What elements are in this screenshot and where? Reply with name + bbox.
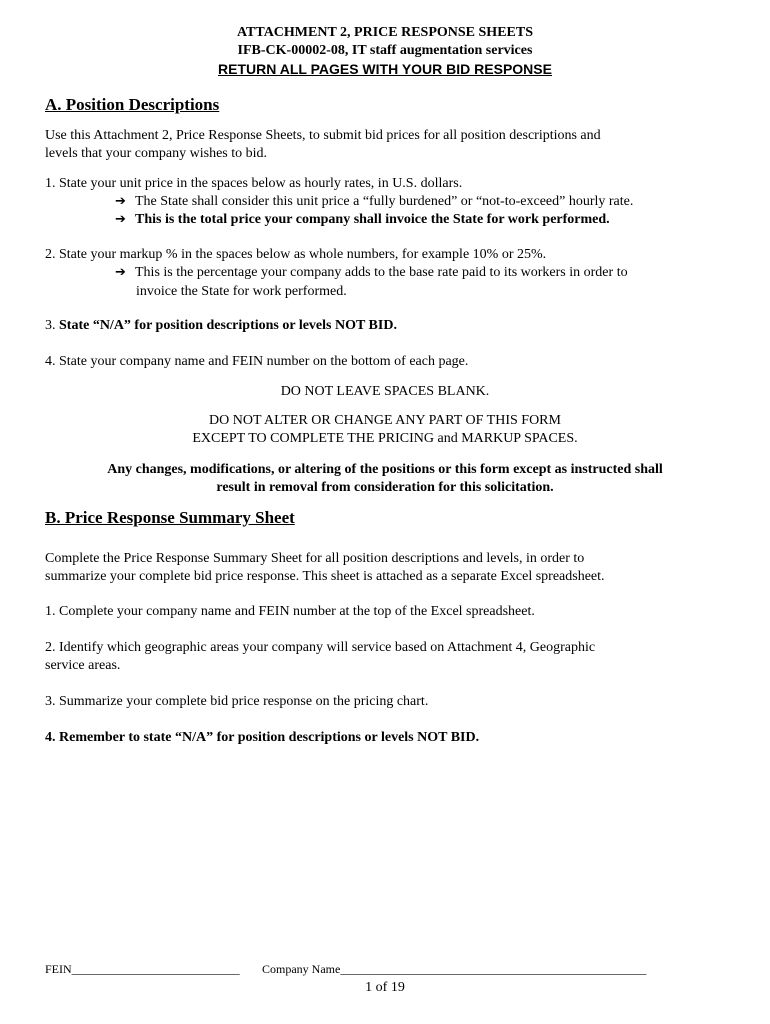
section-a-item-3 [45, 317, 397, 335]
right-arrow-icon: ➔ [115, 212, 126, 227]
notice-no-blank: DO NOT LEAVE SPACES BLANK. [280, 384, 490, 399]
warning-line1: Any changes, modifications, or altering of the positions or this form except as instructed shall [107, 462, 663, 477]
section-a-intro-line1: Use this Attachment 2, Price Response Sheets, to submit bid prices for all position descriptions and [45, 128, 601, 143]
page-number: 1 of 19 [365, 980, 405, 995]
section-b-item-4: 4. Remember to state “N/A” for position descriptions or levels NOT BID. [45, 730, 480, 745]
fein-field[interactable]: FEIN____________________________ [45, 962, 240, 976]
section-b-intro-line2: summarize your complete bid price response. This sheet is attached as a separate Excel spreadsheet. [45, 569, 605, 584]
company-name-field[interactable]: Company Name___________________________________________________ [262, 962, 647, 976]
notice-no-alter-line1: DO NOT ALTER OR CHANGE ANY PART OF THIS FORM [209, 413, 561, 428]
section-b-intro-line1: Complete the Price Response Summary Sheet for all position descriptions and levels, in order to [45, 551, 585, 566]
bullet-text: This is the total price your company shall invoice the State for work performed. [135, 212, 610, 227]
return-instruction: RETURN ALL PAGES WITH YOUR BID RESPONSE [218, 61, 552, 77]
section-b-item-2-line1: 2. Identify which geographic areas your company will service based on Attachment 4, Geographic [45, 640, 596, 655]
notice-no-alter-line2: EXCEPT TO COMPLETE THE PRICING and MARKUP SPACES. [192, 431, 578, 446]
section-a-item-1-bullet-1 [115, 193, 633, 211]
warning-line2: result in removal from consideration for this solicitation. [216, 480, 554, 495]
item-number: 3. [45, 318, 59, 333]
section-a-item-2-bullet-1 [115, 264, 628, 282]
right-arrow-icon: ➔ [115, 194, 126, 209]
ifb-subtitle: IFB-CK-00002-08, IT staff augmentation services [237, 43, 533, 58]
section-a-item-2-bullet-1-cont: invoice the State for work performed. [136, 284, 347, 299]
attachment-title: ATTACHMENT 2, PRICE RESPONSE SHEETS [236, 25, 533, 40]
section-a-item-1-bullet-2 [115, 211, 610, 229]
section-b-item-2-line2: service areas. [45, 658, 121, 673]
section-b-heading: B. Price Response Summary Sheet [45, 508, 295, 527]
bullet-text: The State shall consider this unit price a “fully burdened” or “not-to-exceed” hourly rate. [135, 194, 634, 209]
section-a-heading: A. Position Descriptions [45, 95, 220, 114]
section-a-item-2: 2. State your markup % in the spaces below as whole numbers, for example 10% or 25%. [45, 247, 547, 262]
section-a-item-4: 4. State your company name and FEIN number on the bottom of each page. [45, 354, 469, 369]
section-a-intro-line2: levels that your company wishes to bid. [45, 146, 268, 161]
section-b-item-3: 3. Summarize your complete bid price response on the pricing chart. [45, 694, 429, 709]
bullet-text: This is the percentage your company adds to the base rate paid to its workers in order to [135, 265, 628, 280]
section-a-item-1: 1. State your unit price in the spaces below as hourly rates, in U.S. dollars. [45, 176, 463, 191]
right-arrow-icon: ➔ [115, 265, 126, 280]
item-text: State “N/A” for position descriptions or levels NOT BID. [59, 318, 397, 333]
section-b-item-1: 1. Complete your company name and FEIN number at the top of the Excel spreadsheet. [45, 604, 535, 619]
